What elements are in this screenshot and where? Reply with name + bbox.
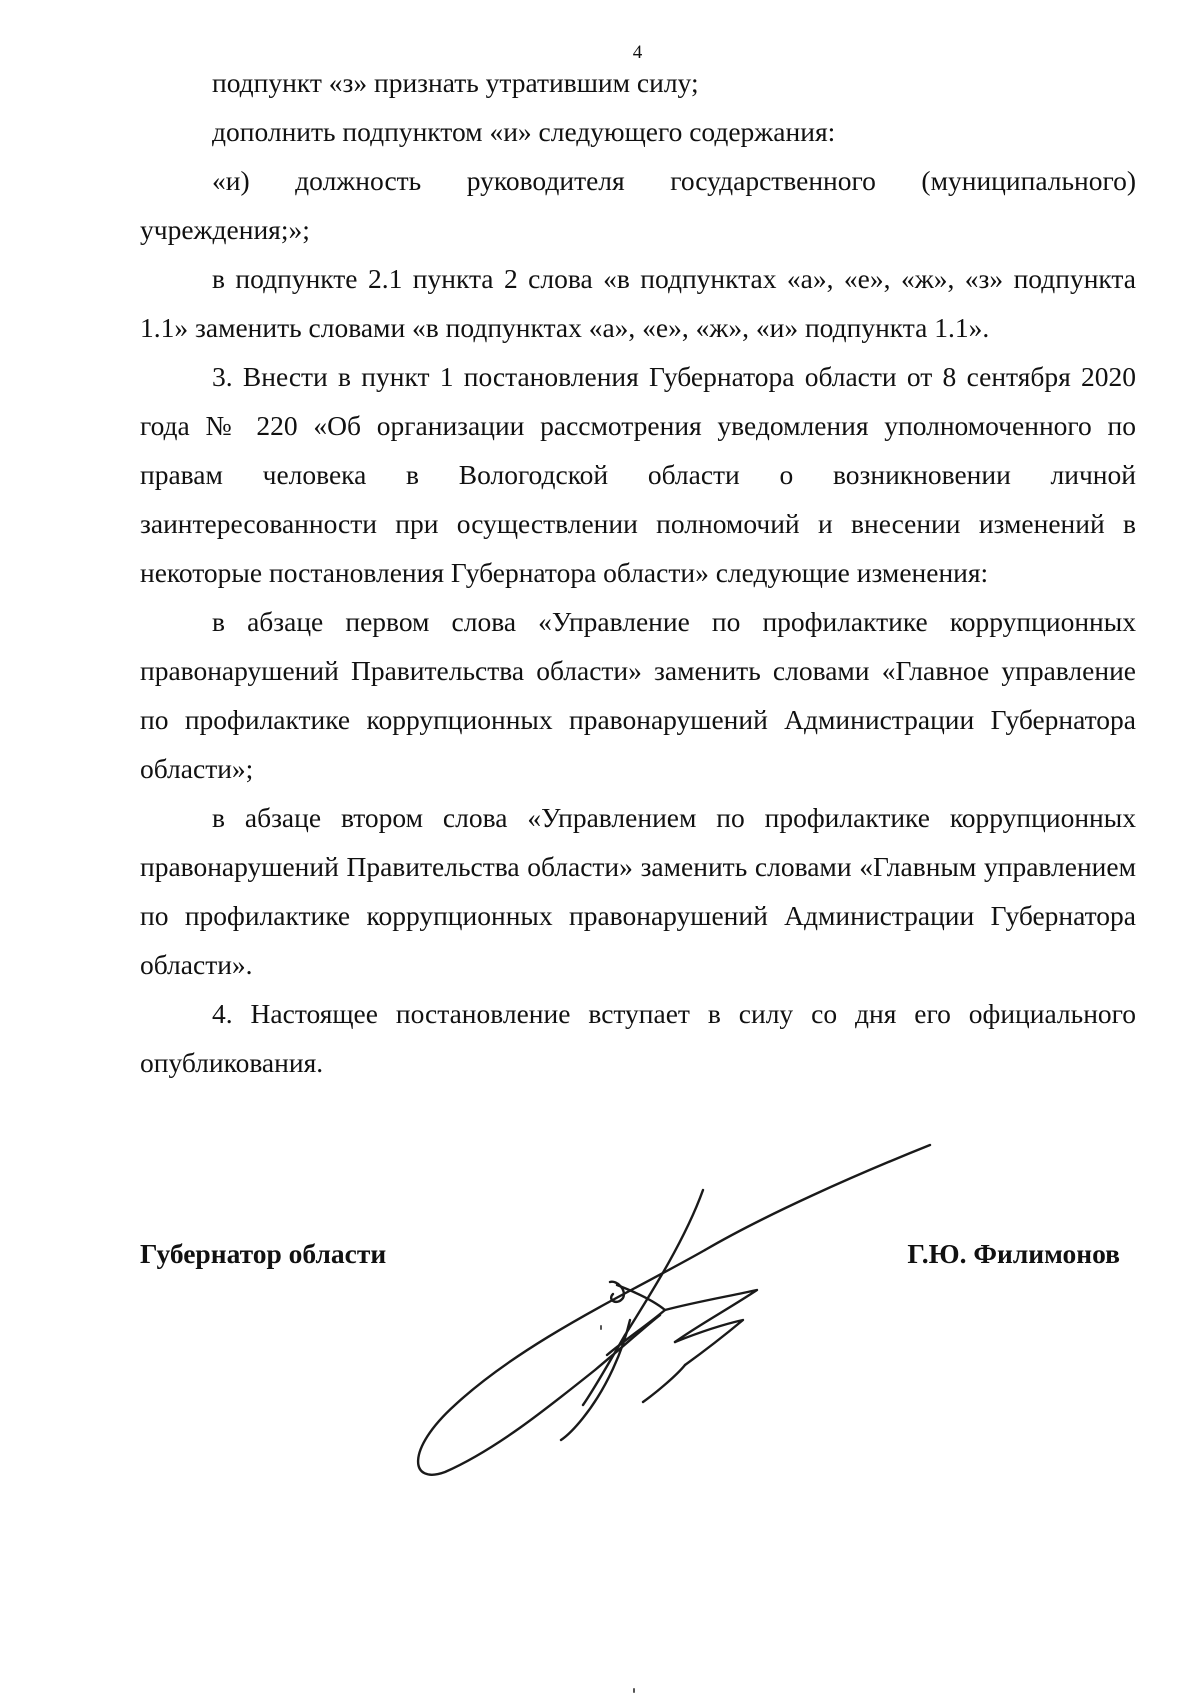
paragraph-subitem-z-void: подпункт «з» признать утратившим силу; [212,67,699,98]
paragraph-item-4: 4. Настоящее постановление вступает в силу со дня его официального опубликования. [140,998,1136,1078]
handwritten-signature-icon [385,1120,945,1480]
paragraph-second-abzac: в абзаце втором слова «Управлением по профилактике коррупционных правонарушений Правительства области» заменить словами «Главным управлением по профилактике коррупционных правонарушений Администрации Губернатора области». [140,802,1136,980]
page-number: 4 [632,42,643,63]
document-body [140,58,1136,1087]
paragraph-first-abzac: в абзаце первом слова «Управление по профилактике коррупционных правонарушений Правительства области» заменить словами «Главное управление по профилактике коррупционных правонарушений Администрации Губернатора области»; [140,606,1136,784]
signatory-name: Г.Ю. Филимонов [907,1238,1120,1269]
paragraph-add-subitem-i: дополнить подпунктом «и» следующего содержания: [212,116,836,147]
signatory-position: Губернатор области [140,1238,387,1269]
paragraph-subitem-2-1: в подпункте 2.1 пункта 2 слова «в подпунктах «а», «е», «ж», «з» подпункта 1.1» заменить словами «в подпунктах «а», «е», «ж», «и» подпункта 1.1». [140,263,1136,343]
paragraph-subitem-i-text: «и) должность руководителя государственного (муниципального) учреждения;»; [140,165,1136,245]
scan-speck-icon [633,1688,635,1693]
paragraph-item-3: 3. Внести в пункт 1 постановления Губернатора области от 8 сентября 2020 года № 220 «Об организации рассмотрения уведомления уполномоченного по правам человека в Вологодской области о возникновении личной заинтересованности при осуществлении полномочий и внесении изменений в некоторые постановления Губернатора области» следующие изменения: [140,361,1136,588]
scan-speck-icon [600,1325,602,1330]
